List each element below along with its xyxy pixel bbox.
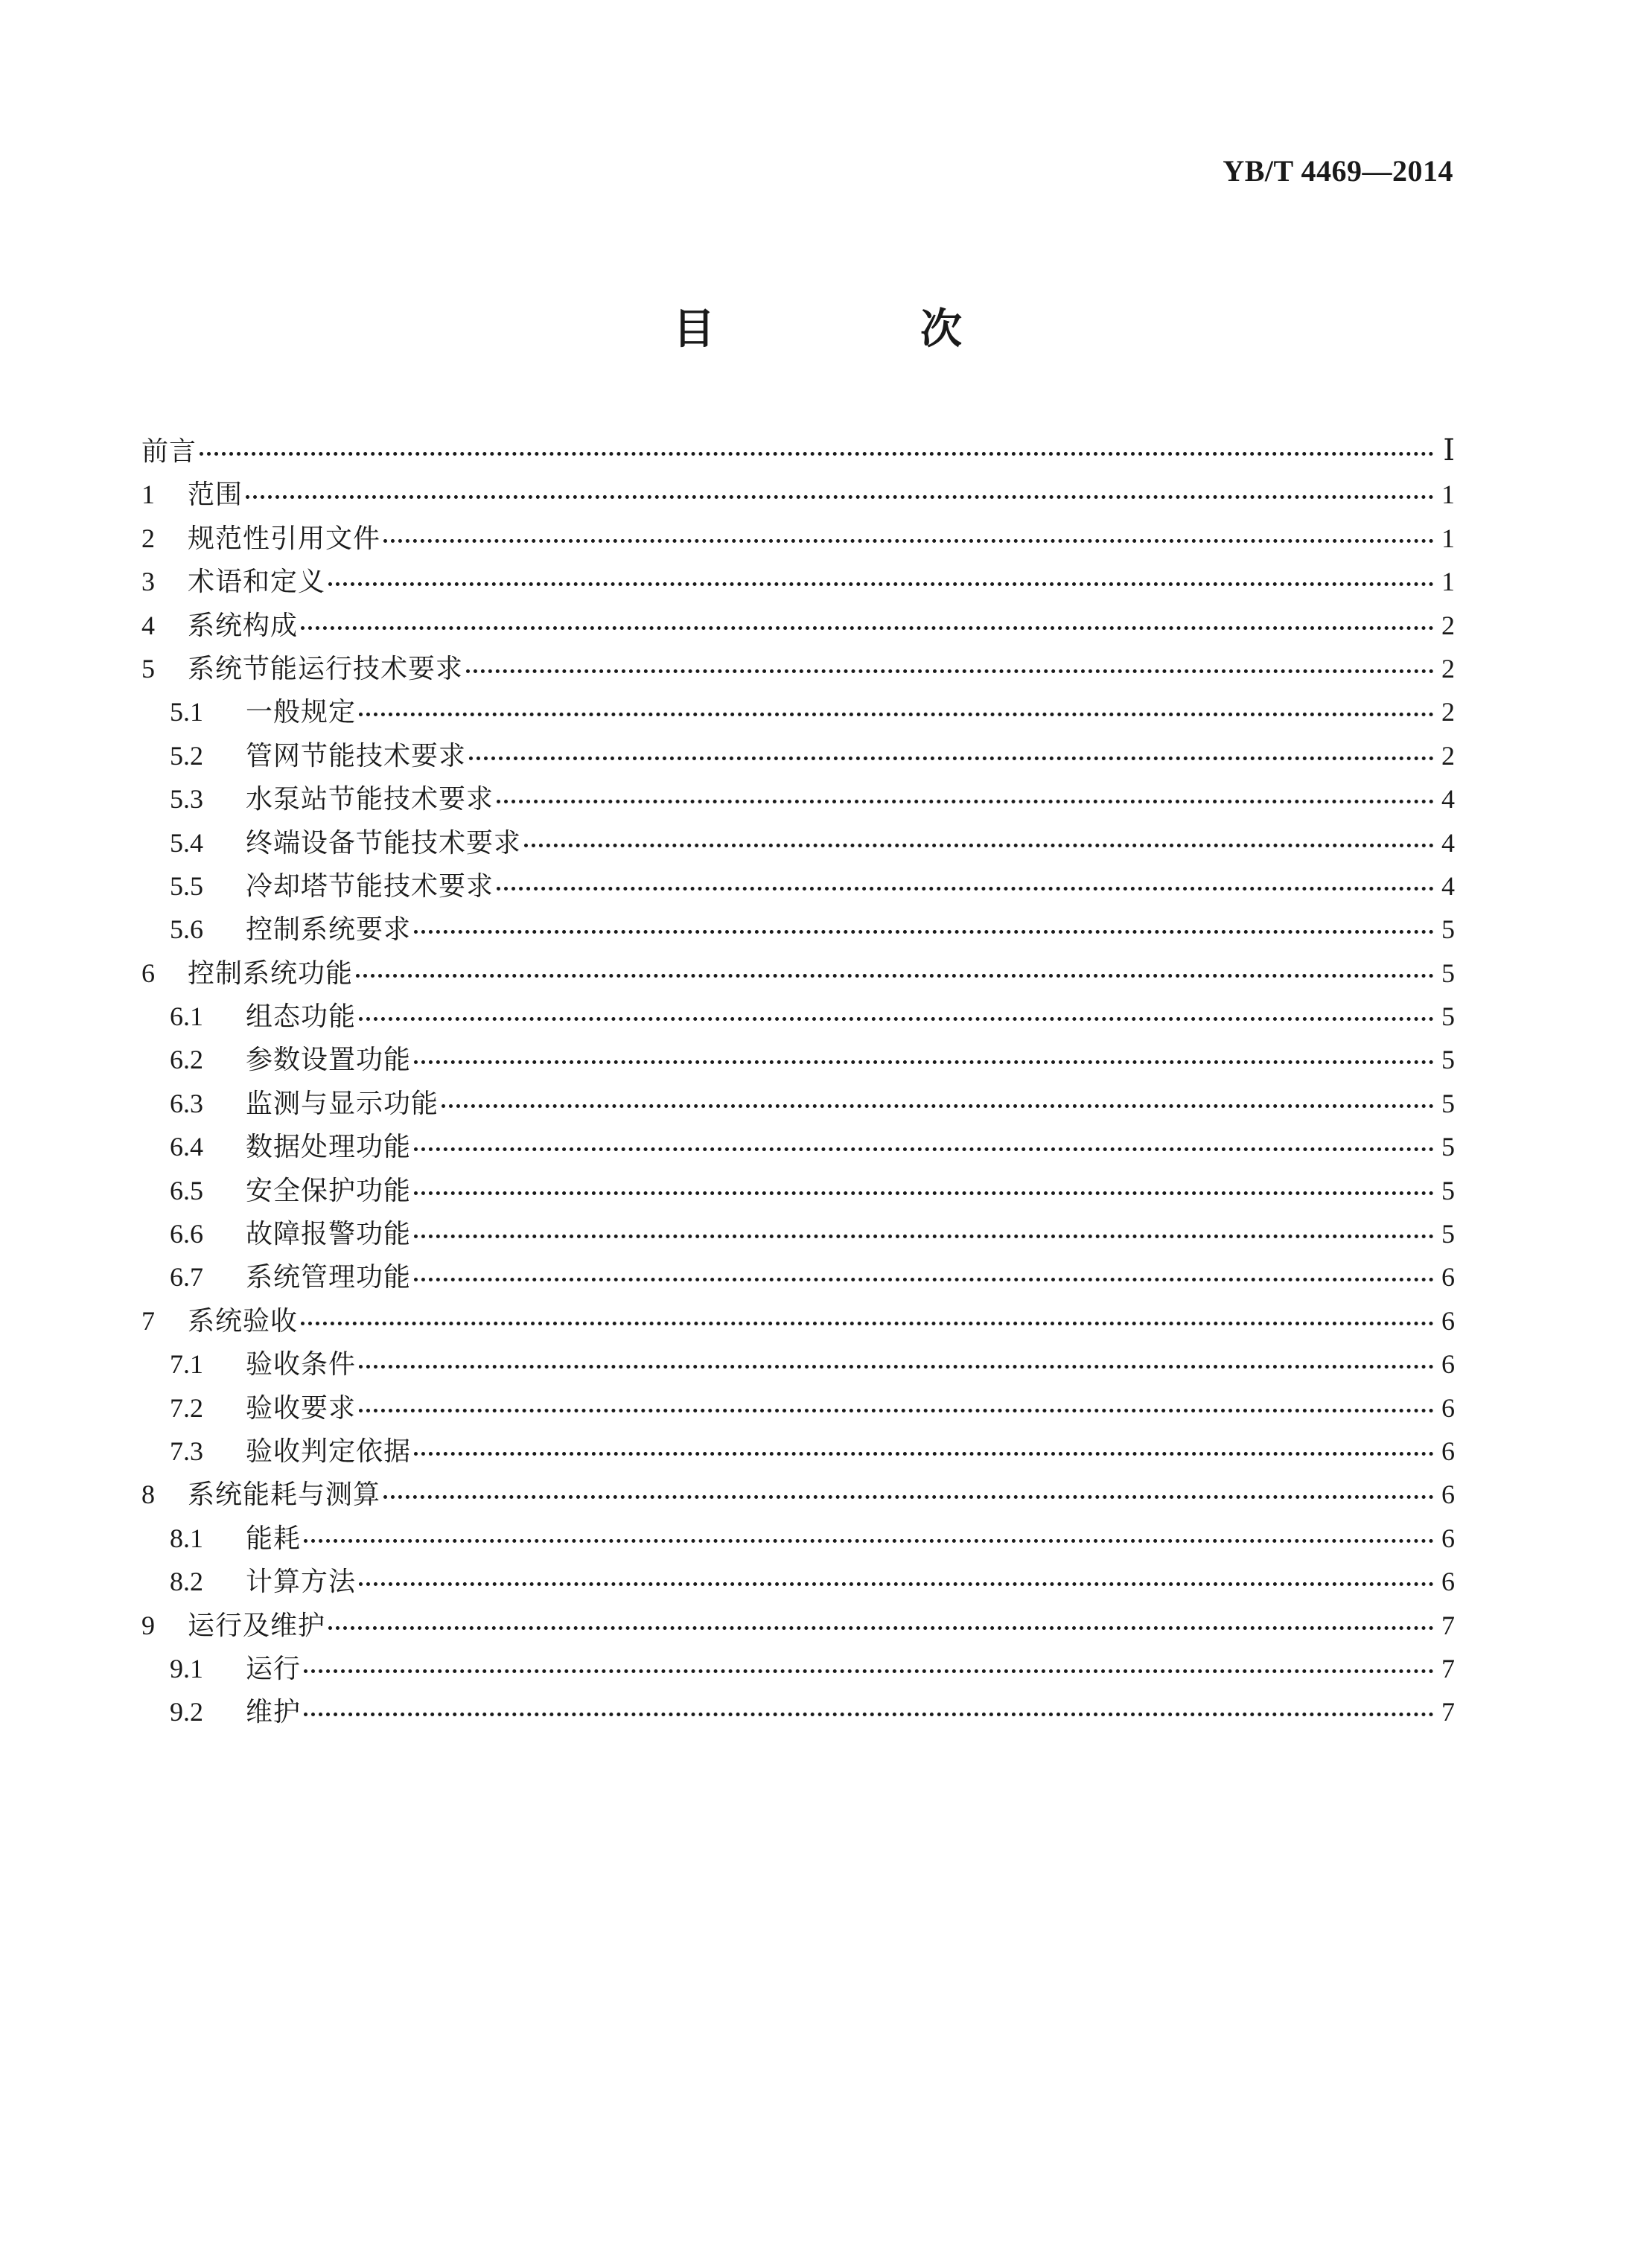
toc-dot-leader	[497, 887, 1434, 891]
toc-entry-page: 2	[1441, 610, 1455, 640]
toc-entry[interactable]	[141, 1474, 1455, 1517]
toc-entry[interactable]	[141, 1300, 1455, 1343]
toc-dot-leader	[304, 1669, 1434, 1673]
toc-entry[interactable]	[141, 822, 1455, 865]
toc-entry-page: 4	[1441, 784, 1455, 815]
toc-entry-page: 5	[1441, 1045, 1455, 1075]
toc-entry[interactable]	[141, 1648, 1455, 1691]
toc-entry-page: 6	[1441, 1305, 1455, 1336]
toc-entry-number: 2	[141, 523, 155, 553]
toc-entry-title: 范围	[188, 480, 243, 511]
toc-entry-page: 2	[1441, 740, 1455, 771]
toc-dot-leader	[359, 1409, 1434, 1412]
toc-entry-number: 7.3	[170, 1436, 203, 1466]
toc-entry-number: 5.2	[170, 740, 203, 771]
toc-dot-leader	[359, 713, 1434, 716]
toc-entry-title: 系统节能运行技术要求	[188, 653, 464, 684]
toc-entry-title: 冷却塔节能技术要求	[246, 870, 494, 902]
toc-entry[interactable]	[141, 735, 1455, 778]
toc-entry-page: 6	[1441, 1436, 1455, 1466]
toc-entry-title: 计算方法	[246, 1567, 357, 1598]
toc-entry-title: 水泵站节能技术要求	[246, 784, 494, 815]
toc-dot-leader	[301, 626, 1434, 630]
toc-entry[interactable]	[141, 430, 1455, 474]
toc-dot-leader	[246, 495, 1434, 499]
toc-entry-title: 系统能耗与测算	[188, 1479, 381, 1511]
toc-entry[interactable]	[141, 1083, 1455, 1126]
toc-entry[interactable]	[141, 1039, 1455, 1082]
toc-entry-page: 4	[1441, 827, 1455, 858]
toc-entry-number: 1	[141, 480, 155, 510]
toc-entry-number: 8.1	[170, 1523, 203, 1553]
toc-entry-page: 4	[1441, 870, 1455, 901]
toc-entry-number: 5.4	[170, 827, 203, 858]
toc-dot-leader	[383, 1495, 1434, 1499]
toc-entry[interactable]	[141, 908, 1455, 952]
toc-dot-leader	[301, 1322, 1434, 1325]
toc-entry-page: 6	[1441, 1262, 1455, 1293]
toc-dot-leader	[414, 1191, 1434, 1195]
toc-entry-number: 7.1	[170, 1349, 203, 1380]
toc-dot-leader	[497, 800, 1434, 803]
standard-code: YB/T 4469—2014	[1223, 154, 1453, 188]
toc-entry-title: 系统管理功能	[246, 1262, 412, 1293]
toc-entry-number: 6.5	[170, 1175, 203, 1205]
toc-entry-number: 5	[141, 653, 155, 684]
toc-entry-page: 1	[1441, 567, 1455, 597]
toc-dot-leader	[304, 1713, 1434, 1716]
toc-entry[interactable]	[141, 865, 1455, 908]
toc-entry-number: 3	[141, 567, 155, 597]
toc-entry-number: 6.3	[170, 1088, 203, 1118]
toc-entry-page: 1	[1441, 523, 1455, 553]
toc-entry[interactable]	[141, 1430, 1455, 1474]
toc-entry-title: 运行及维护	[188, 1610, 326, 1641]
toc-dot-leader	[442, 1104, 1434, 1108]
page-title: 目 次	[673, 305, 1044, 354]
toc-dot-leader	[414, 1060, 1434, 1064]
toc-entry-title: 验收条件	[246, 1349, 357, 1380]
toc-entry-number: 5.3	[170, 784, 203, 815]
toc-entry-page: 7	[1441, 1697, 1455, 1727]
toc-entry-number: 4	[141, 610, 155, 640]
toc-entry-page: 6	[1441, 1567, 1455, 1597]
toc-entry-number: 9	[141, 1610, 155, 1640]
toc-entry[interactable]	[141, 1126, 1455, 1169]
toc-entry-number: 6.1	[170, 1001, 203, 1032]
toc-entry-number: 7	[141, 1305, 155, 1336]
toc-dot-leader	[328, 582, 1434, 586]
toc-entry-title: 参数设置功能	[246, 1045, 412, 1076]
toc-entry-page: 7	[1441, 1653, 1455, 1684]
toc-entry-number: 9.1	[170, 1653, 203, 1684]
toc-dot-leader	[414, 1452, 1434, 1456]
toc-entry-number: 6	[141, 958, 155, 988]
toc-entry-number: 6.4	[170, 1132, 203, 1162]
toc-entry-page: 5	[1441, 914, 1455, 945]
toc-entry[interactable]	[141, 561, 1455, 604]
toc-entry-title: 故障报警功能	[246, 1219, 412, 1250]
toc-entry-title: 规范性引用文件	[188, 523, 381, 554]
toc-entry-number: 5.5	[170, 870, 203, 901]
toc-entry-title: 监测与显示功能	[246, 1088, 439, 1119]
toc-entry-number: 6.2	[170, 1045, 203, 1075]
toc-dot-leader	[414, 1278, 1434, 1281]
toc-entry-title: 能耗	[246, 1523, 302, 1554]
toc-entry-title: 术语和定义	[188, 567, 326, 598]
toc-entry-page: 6	[1441, 1392, 1455, 1423]
toc-entry-number: 8	[141, 1479, 155, 1510]
toc-entry-page: Ⅰ	[1443, 433, 1455, 467]
toc-entry-title: 数据处理功能	[246, 1132, 412, 1163]
toc-entry[interactable]	[141, 1256, 1455, 1299]
toc-entry-title: 控制系统功能	[188, 958, 354, 989]
toc-entry-number: 6.7	[170, 1262, 203, 1293]
toc-entry[interactable]	[141, 1387, 1455, 1430]
toc-entry-page: 5	[1441, 1175, 1455, 1205]
toc-entry-title: 系统验收	[188, 1305, 299, 1337]
toc-entry-page: 5	[1441, 1132, 1455, 1162]
toc-dot-leader	[200, 452, 1434, 456]
toc-entry-title: 验收要求	[246, 1392, 357, 1424]
toc-entry-number: 7.2	[170, 1392, 203, 1423]
toc-entry-title: 验收判定依据	[246, 1436, 412, 1467]
toc-dot-leader	[466, 669, 1434, 673]
toc-entry-title: 安全保护功能	[246, 1175, 412, 1206]
toc-dot-leader	[414, 1147, 1434, 1151]
toc-entry-number: 5.6	[170, 914, 203, 945]
toc-entry-page: 6	[1441, 1479, 1455, 1510]
toc-entry-number: 9.2	[170, 1697, 203, 1727]
toc-entry-page: 1	[1441, 480, 1455, 510]
toc-entry-title: 管网节能技术要求	[246, 740, 467, 771]
toc-dot-leader	[356, 974, 1434, 978]
toc-entry-title: 系统构成	[188, 610, 299, 641]
toc-entry-title: 一般规定	[246, 697, 357, 728]
toc-dot-leader	[359, 1582, 1434, 1586]
toc-dot-leader	[383, 539, 1434, 543]
toc-entry[interactable]	[141, 1605, 1455, 1648]
table-of-contents	[141, 430, 1455, 1735]
toc-entry[interactable]	[141, 605, 1455, 648]
toc-entry-page: 6	[1441, 1523, 1455, 1553]
toc-entry-number: 8.2	[170, 1567, 203, 1597]
toc-entry[interactable]	[141, 778, 1455, 821]
toc-entry-title: 前言	[141, 436, 197, 467]
toc-entry[interactable]	[141, 1343, 1455, 1386]
toc-entry-number: 6.6	[170, 1219, 203, 1249]
toc-entry[interactable]	[141, 1213, 1455, 1256]
toc-entry[interactable]	[141, 952, 1455, 996]
toc-entry-page: 2	[1441, 653, 1455, 684]
toc-entry[interactable]	[141, 648, 1455, 691]
toc-entry[interactable]	[141, 474, 1455, 517]
toc-entry-title: 终端设备节能技术要求	[246, 827, 522, 859]
toc-dot-leader	[359, 1365, 1434, 1369]
toc-entry[interactable]	[141, 1170, 1455, 1213]
toc-entry-title: 维护	[246, 1697, 302, 1728]
toc-dot-leader	[414, 930, 1434, 934]
toc-entry-number: 5.1	[170, 697, 203, 727]
toc-dot-leader	[469, 756, 1434, 760]
toc-dot-leader	[359, 1017, 1434, 1021]
toc-dot-leader	[524, 844, 1434, 847]
toc-dot-leader	[414, 1235, 1434, 1238]
toc-entry[interactable]	[141, 1517, 1455, 1561]
toc-entry-page: 5	[1441, 1088, 1455, 1118]
toc-entry[interactable]	[141, 691, 1455, 734]
toc-entry[interactable]	[141, 1561, 1455, 1604]
toc-entry[interactable]	[141, 996, 1455, 1039]
toc-entry-title: 控制系统要求	[246, 914, 412, 946]
toc-entry-page: 5	[1441, 958, 1455, 988]
toc-entry-title: 组态功能	[246, 1001, 357, 1033]
toc-dot-leader	[328, 1626, 1434, 1630]
toc-entry[interactable]	[141, 517, 1455, 561]
toc-entry-page: 5	[1441, 1001, 1455, 1032]
toc-entry-page: 6	[1441, 1349, 1455, 1380]
toc-entry-page: 7	[1441, 1610, 1455, 1640]
toc-entry-page: 2	[1441, 697, 1455, 727]
toc-entry-page: 5	[1441, 1219, 1455, 1249]
toc-dot-leader	[304, 1539, 1434, 1543]
toc-entry[interactable]	[141, 1691, 1455, 1734]
toc-entry-title: 运行	[246, 1653, 302, 1684]
